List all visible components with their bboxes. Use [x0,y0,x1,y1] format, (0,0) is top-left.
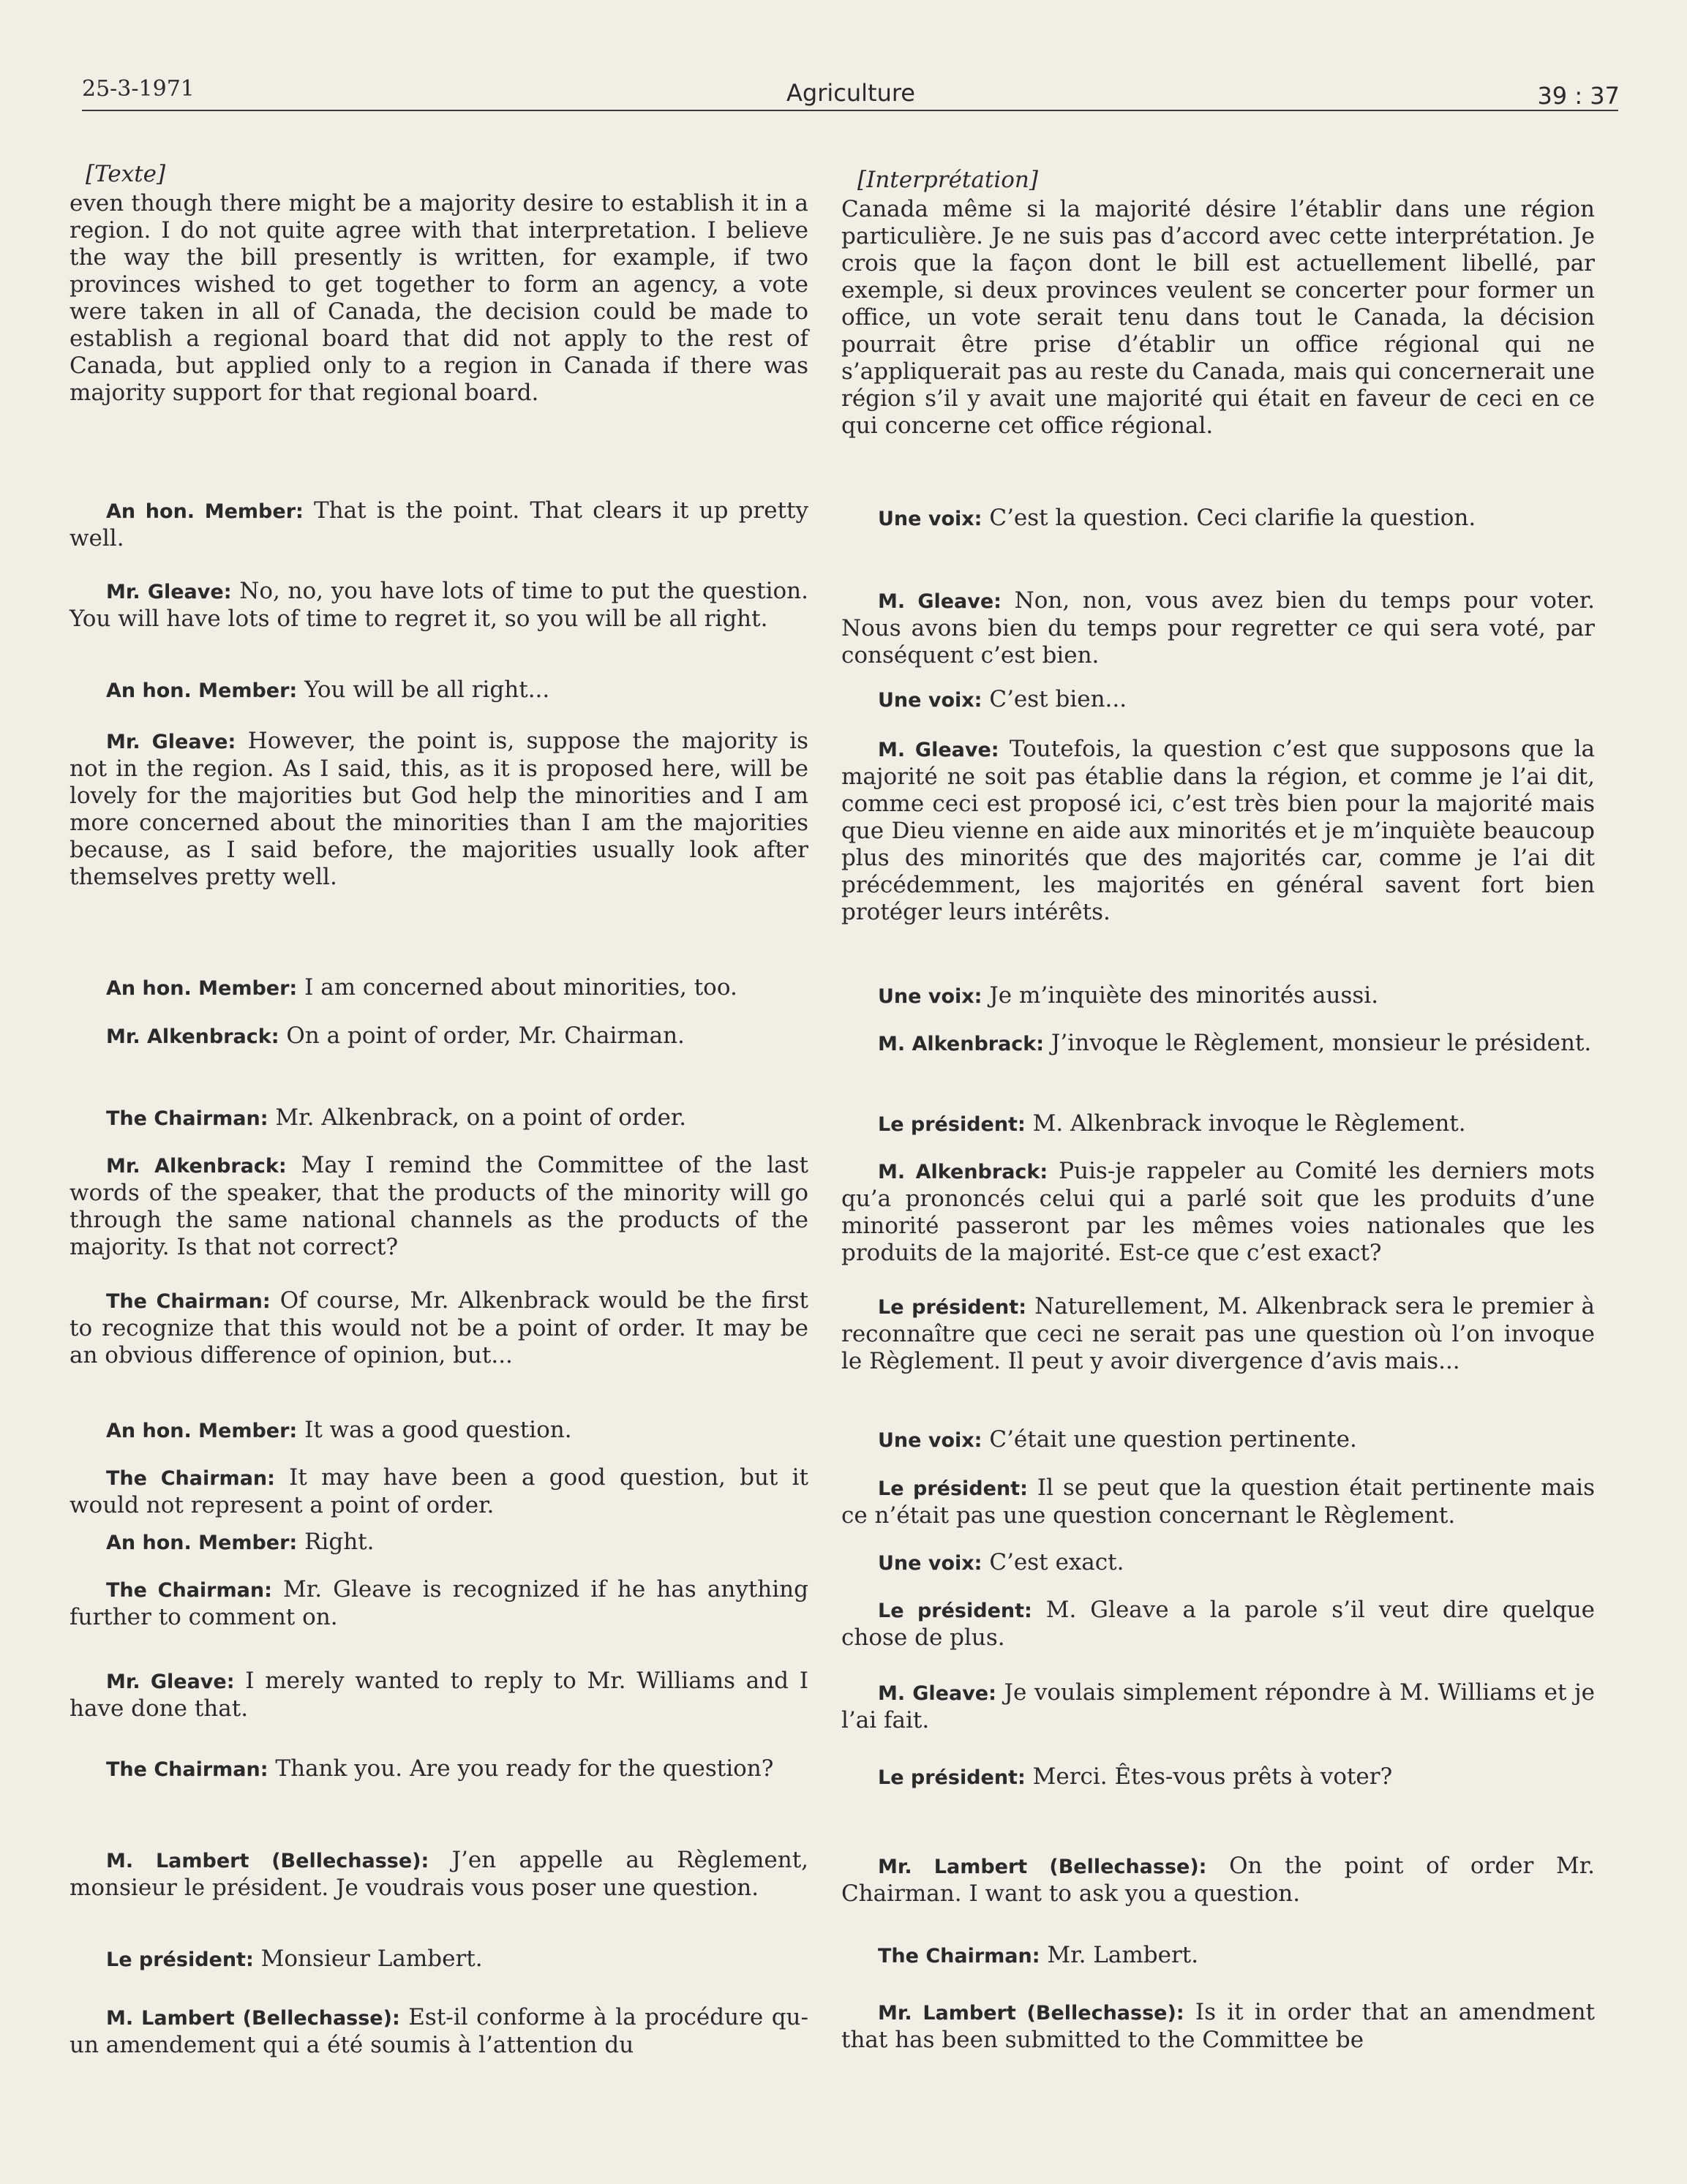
transcript-entry [841,686,1595,714]
transcript-entry [69,677,808,704]
transcript-entry [69,2004,808,2059]
speech-text: Je voulais simplement répondre à M. Williams et je l’ai fait. [841,1679,1596,1733]
speech-text: May I remind the Committee of the last words of the speaker, that the products of the minority will go through the same national channels as the products of the majority. Is that not correct? [69,1152,808,1260]
speech-text: Of course, Mr. Alkenbrack would be the first to recognize that this would not be a point of order. It may be an obvious difference of opinion, but... [69,1287,808,1368]
transcript-entry [69,1668,808,1722]
speaker-label: The Chairman: [106,1579,272,1602]
speaker-label: An hon. Member: [106,500,304,523]
speech-text: On a point of order, Mr. Chairman. [286,1023,685,1049]
speaker-label: Mr. Alkenbrack: [106,1025,279,1048]
speaker-label: Une voix: [878,508,982,530]
speech-text: You will be all right... [304,677,550,703]
speaker-label: M. Alkenbrack: [878,1161,1048,1183]
speaker-label: Le président: [878,1296,1026,1319]
speaker-label: Une voix: [878,1552,982,1575]
speaker-label: M. Gleave: [878,739,999,761]
transcript-entry [841,736,1595,926]
transcript-entry [69,1847,808,1902]
speech-text: Right. [304,1529,375,1555]
speech-text: C’est bien... [989,686,1127,712]
speaker-label: Une voix: [878,1429,982,1452]
speech-text: M. Alkenbrack invoque le Règlement. [1032,1110,1466,1137]
speech-text: Je m’inquiète des minorités aussi. [989,982,1379,1009]
speech-text: Toutefois, la question c’est que supposons que la majorité ne soit pas établie dans la région, et comme je l’ai dit, comme ceci est proposé ici, c’est très bien pour la majorité mais que Dieu vienne en aide aux minorités et je m’inquiète beaucoup plus des minorités que des majorités car, comme je l’ai dit précédemment, les majorités en général savent fort bien protéger leurs intérêts. [841,736,1595,925]
transcript-entry [841,1475,1595,1529]
speaker-label: Mr. Lambert (Bellechasse): [878,2002,1184,2025]
speaker-label: The Chairman: [106,1467,275,1490]
speech-text: Non, non, vous avez bien du temps pour voter. Nous avons bien du temps pour regretter ce qui sera voté, par conséquent c’est bien. [841,587,1595,669]
speech-text: Puis-je rappeler au Comité les derniers mots qu’a prononcés celui qui a parlé soit que les produits d’une minorité passeront par les mêmes voies nationales que les produits de la majorité. Est-ce que c’est exact? [841,1158,1596,1266]
header-rule [82,110,1618,111]
header-page-number: 39 : 37 [1537,82,1620,110]
speaker-label: Le président: [878,1766,1026,1789]
transcript-entry [841,1763,1595,1791]
speech-text: No, no, you have lots of time to put the question. You will have lots of time to regret it, so you will be all right. [69,578,808,632]
transcript-entry [69,1104,808,1132]
transcript-entry [841,1030,1595,1058]
speech-text: I merely wanted to reply to Mr. Williams and I have done that. [69,1668,808,1722]
speech-text: It was a good question. [304,1417,572,1443]
transcript-entry [69,1464,808,1519]
transcript-entry [69,728,808,891]
speaker-label: Le président: [106,1948,254,1971]
transcript-entry [69,1529,808,1556]
speaker-label: Une voix: [878,689,982,712]
speech-text: On the point of order Mr. Chairman. I want to ask you a question. [841,1853,1595,1907]
speech-text: M. Gleave a la parole s’il veut dire quelque chose de plus. [841,1597,1595,1651]
transcript-entry [841,1853,1595,1908]
lang-tag-left: [Texte] [86,161,166,187]
speaker-label: The Chairman: [106,1758,268,1781]
speaker-label: The Chairman: [106,1107,268,1130]
speech-text: Naturellement, M. Alkenbrack sera le premier à reconnaître que ceci ne serait pas une question où l’on invoque le Règlement. Il peut y avoir divergence d’avis mais... [841,1293,1596,1374]
speech-text: Mr. Gleave is recognized if he has anything further to comment on. [69,1576,808,1630]
speech-text: It may have been a good question, but it would not represent a point of order. [69,1464,808,1518]
transcript-entry [841,1293,1595,1375]
speech-text: J’invoque le Règlement, monsieur le président. [1051,1030,1592,1056]
speech-text: Mr. Lambert. [1047,1942,1199,1968]
speaker-label: Mr. Gleave: [106,581,232,603]
speech-text: Monsieur Lambert. [260,1946,483,1972]
speech-text: Il se peut que la question était pertinente mais ce n’était pas une question concernant le Règlement. [841,1475,1596,1529]
speaker-label: Une voix: [878,985,982,1008]
speaker-label: Mr. Gleave: [106,731,236,753]
transcript-entry [841,587,1595,669]
transcript-entry [841,1597,1595,1652]
speech-text: C’est la question. Ceci clarifie la question. [989,505,1476,531]
transcript-entry [841,1549,1595,1577]
speech-text: Merci. Êtes-vous prêts à voter? [1032,1763,1393,1790]
transcript-entry [841,1999,1595,2054]
speaker-label: Mr. Lambert (Bellechasse): [878,1856,1207,1878]
speaker-label: An hon. Member: [106,977,298,1000]
opening-paragraph-right: Canada même si la majorité désire l’établir dans une région particulière. Je ne suis pas d’accord avec cette interprétation. Je crois que la façon dont le bill est actuellement libellé, par exemple, si deux provinces veulent se concerter pour former un office, un vote serait tenu dans tout le Canada, la décision pourrait être prise d’établir un office régional qui ne s’appliquerait pas au reste du Canada, mais qui concernerait une région s’il y avait une majorité qui était en faveur de ceci en ce qui concerne cet office régional. [841,196,1595,439]
opening-paragraph-left: even though there might be a majority desire to establish it in a region. I do not quite agree with that interpretation. I believe the way the bill presently is written, for example, if two provinces wished to get together to form an agency, a vote were taken in all of Canada, the decision could be made to establish a regional board that did not apply to the rest of Canada, but applied only to a region in Canada if there was majority support for that regional board. [69,190,808,406]
transcript-entry [841,1110,1595,1138]
speech-text: C’est exact. [989,1549,1124,1575]
speaker-label: An hon. Member: [106,1420,298,1442]
left-column [69,161,809,2058]
speaker-label: Le président: [878,1600,1032,1622]
transcript-entry [69,1576,808,1631]
speaker-label: The Chairman: [106,1290,271,1313]
header-title: Agriculture [786,79,915,107]
speaker-label: Le président: [878,1477,1028,1500]
transcript-entry [841,505,1595,532]
transcript-entry [841,982,1595,1010]
speaker-label: Mr. Alkenbrack: [106,1155,287,1178]
transcript-entry [69,1152,808,1261]
transcript-entry [69,1946,808,1973]
speaker-label: M. Gleave: [878,590,1002,613]
speaker-label: Le président: [878,1113,1026,1136]
speaker-label: M. Lambert (Bellechasse): [106,1850,429,1872]
right-column [841,167,1596,2053]
speech-text: Mr. Alkenbrack, on a point of order. [275,1104,687,1131]
transcript-entry [69,1023,808,1050]
speech-text: C’était une question pertinente. [989,1426,1357,1453]
speaker-label: The Chairman: [878,1945,1040,1968]
speaker-label: M. Alkenbrack: [878,1033,1045,1055]
transcript-entry [69,1755,808,1783]
speaker-label: Mr. Gleave: [106,1671,235,1693]
transcript-entry [841,1158,1595,1267]
transcript-entry [69,497,808,552]
transcript-entry [69,1417,808,1445]
transcript-entry [69,578,808,633]
speech-text: I am concerned about minorities, too. [304,974,737,1001]
lang-tag-right: [Interprétation] [857,167,1038,193]
speaker-label: An hon. Member: [106,679,298,702]
header-date: 25-3-1971 [82,76,195,102]
transcript-entry [841,1679,1595,1734]
page-header [82,72,1620,113]
transcript-entry [841,1426,1595,1454]
speaker-label: An hon. Member: [106,1532,298,1554]
speech-text: Is it in order that an amendment that has been submitted to the Committee be [841,1999,1596,2053]
speech-text: Est-il conforme à la procédure qu-un amendement qui a été soumis à l’attention du [69,2004,809,2058]
transcript-entry [69,1287,808,1369]
transcript-entry [69,974,808,1002]
speaker-label: M. Gleave: [878,1682,996,1705]
speech-text: Thank you. Are you ready for the question? [275,1755,774,1782]
speech-text: J’en appelle au Règlement, monsieur le président. Je voudrais vous poser une question. [69,1847,809,1901]
speech-text: That is the point. That clears it up pretty well. [69,497,809,551]
transcript-entry [841,1942,1595,1970]
speaker-label: M. Lambert (Bellechasse): [106,2007,400,2030]
speech-text: However, the point is, suppose the majority is not in the region. As I said, this, as it is proposed here, will be lovely for the majorities but God help the minorities and I am more concerned about the minorities than I am the majorities because, as I said before, the majorities usually look after themselves pretty well. [69,728,809,890]
